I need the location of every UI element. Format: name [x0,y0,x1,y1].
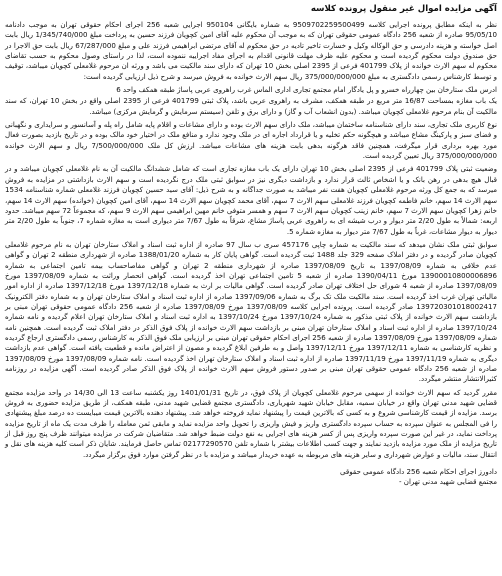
notice-paragraph-usage: نوع کاربری ملک تجاری، سند دارای شناسنامه ساختمان میباشد، ملک دارای سهم الارث بوده و دارای مشاعات و اقلام پایه شامل راه پله و آسانسور و سرایداری و نگهبانی و فضای سبز و پارکینگ مشاع میباشد و هیچگونه حکم تخلیه و یا قرارداد اجاره ای در ملک وجود ندارد و منافع ملک در اختیار خود مالک بوده و در تاریخ بازدید بصورت فعال مورد بهره برداری قرار میگرفت، همچنین فاقد هرگونه بدهی بابت هزینه های مشاعات میباشد. ارزش کل ملک 7/500/000/000 ریال و سهم الارث خوانده 375/000/000/000 ریال تعیین گردیده است. [5,120,497,161]
notice-paragraph-address: ادرس ملک ستارخان بین چهارراه خسرو و پل یادگار امام مجتمع تجاری اداری الماس غرب راهروی عربی پاساژ طبقه همکف واحد 6 [116,85,497,95]
notice-paragraph-property: یک باب مغازه بمساحت 16/87 متر مربع در طبقه همکف، مشرف به راهروی عربی باشد، پلاک ثبتی 401799 فرعی از 2395 اصلی واقع در بخش 10 تهران، که سند مالکیت آن بنام مرحوم غلامعلی کچویان میباشد. (بدون انشعاب آب و گاز) و دارای برق و تلفن (سیستم سرمایش و گرمایش مرکزی) میباشد. [5,96,497,116]
footer-signature: دادورز اجرای احکام شعبه 256 دادگاه عمومی حقوقی [340,467,497,477]
footer-court: مجتمع قضایی شهید مدنی تهران - [399,477,497,487]
notice-paragraph-registry: وضعیت ثبتی پلاک 401799 فرعی از 2395 اصلی بخش 10 تهران دارای یک باب مغازه تجاری است که شامل ششدانگ مالکیت آن به نام غلامعلی کچویان میباشد و در قبال هیچ بدهی در رهن بانک و یا اشخاص ثالث قرار ندارد و بازداشت دیگری نیز در سوابق ثبتی ملک درج نگردیده است و سهم الارث بازداشتی در مزایده به فروش میرسد که به جمع کل ورثه مرحوم غلامعلی کچویان هفت نفر میباشد به صورت جداگانه و به شرح ذیل: آقای سید حسین کچویان فرزند غلامعلی شماره شناسنامه 1534 سهم الارث 14 سهم، خانم فاطمه کچویان فرزند غلامعلی سهم الارث 7 سهم، آقای محمد کچویان سهم الارث 14 سهم، آقای امین کچویان (خوانده) سهم الارث 14 سهم، خانم زهرا کچویان سهم الارث 7 سهم، خانم زینب کچویان سهم الارث 7 سهم و همسر متوفی خانم مهین ابراهیمی سهم الارث 9 سهم، که مجموعاً 72 سهم میباشد. حدود اربعه: شمالاً به طول 2/20 متر دیوار و درب شیشه ای به راهروی عربی پاساژ مشاع، شرقاً به طول 7/67 متر دیواری است به مغازه شماره 7، جنوباً به طول 2/20 متر دیوار به دیوار مشاعات، غرباً به طول 7/67 متر دیوار به مغازه شماره 5. [5,164,498,236]
notice-title: آگهی مزایده اموال غیر منقول پرونده کلاسه [310,4,497,14]
notice-paragraph-auction-terms: مقرر گردید که سهم الارث خوانده از سهمی مرحوم غلامعلی کچویان از پلاک فوق، در تاریخ 1401/01/31 روز یکشنبه ساعت 13 الی 14/30 در واحد مزایده مجتمع قضایی شهید مدنی تهران واقع در خیابان سمیه، مقابل خیابان شهید شهریاری، دادگستری مجتمع قضایی شهید مدنی، طبقه همکف، از طریق مزایده حضوری به فروش برسد. مزایده از قیمت کارشناسی شروع و به کسی که بالاترین قیمت را پیشنهاد نماید فروخته خواهد شد. پیشنهاد دهنده بالاترین قیمت میبایست ده درصد مبلغ پیشنهادی را فی المجلس به عنوان سپرده به حساب سپرده دادگستری واریز و فیش واریزی را تحویل واحد مزایده نماید و مابقی ثمن معامله را ظرف مدت یک ماه از تاریخ مزایده پرداخت نماید، در غیر این صورت سپرده واریزی پس از کسر هزینه های اجرایی به نفع دولت ضبط خواهد شد. متقاضیان شرکت در مزایده میتوانند ظرف پنج روز قبل از تاریخ مزایده از ملک مورد مزایده بازدید نمایند و جهت کسب اطلاعات بیشتر با شماره تلفن 02177290570 تماس حاصل فرمایند. شایان ذکر است کلیه هزینه های نقل و انتقال سند، مالیات و عوارض شهرداری و سایر هزینه های مربوطه به عهده خریدار میباشد و مزایده با در نظر گرفتن موارد فوق برگزار میگردد. [5,387,497,459]
notice-paragraph-case: نظر به اینکه مطابق پرونده اجرایی کلاسه 9509702259500499 به شماره بایگانی 950104 اجرایی شعبه 256 اجرای احکام حقوقی تهران به موجب دادنامه 95/05/10 صادره از شعبه 256 دادگاه عمومی حقوقی تهران که به موجب آن محکوم علیه آقای امین کچویان فرزند حسین به پرداخت مبلغ 1/345/740/000 ریال بابت اصل خواسته و هزینه دادرسی و حق الوکاله وکیل و خسارت تاخیر تادیه در حق محکوم له آقای مرتضی ابراهیمی فرزند علی و مبلغ 67/287/000 ریال بابت حق الاجرا در حق صندوق دولت محکوم گردیده است و محکوم علیه ظرف مهلت قانونی اقدام به اجرای مفاد اجراییه ننموده است، لذا در راستای وصول محکوم به حسب تقاضای محکوم له سهم الارث خوانده از پلاک 401799 فرعی از 2395 اصلی بخش 10 تهران که دارای سند مالکیت می باشد و ورثه ان مرحوم غلامعلی کچویان میباشد، توقیف و توسط کارشناس رسمی دادگستری به مبلغ 375/000/000/000 ریال سهم الارث خوانده به فروش میرسد و شرح ذیل ارزیابی گردیده است: [5,20,497,81]
notice-paragraph-records: سوابق ثبتی ملک نشان میدهد که سند مالکیت به شماره چاپی 457176 سری ب سال 97 صادره از اداره ثبت اسناد و املاک ستارخان تهران به نام مرحوم غلامعلی کچویان صادر گردیده و در دفتر املاک صفحه 329 جلد 1488 ثبت گردیده است. گواهی پایان کار به شماره 1388/01/20 صادره از شهرداری منطقه 2 تهران و گواهی عدم خلافی به شماره 1397/08/09 به تاریخ 1397/08/09 صادره از شهرداری منطقه 2 تهران و گواهی مفاصاحساب بیمه تامین اجتماعی به شماره 13900010800006896 مورخ 1390/04/11 صادره از شعبه 5 تامین اجتماعی تهران اخذ گردیده است. گواهی انحصار وراثت به شماره 1397/08/09 مورخ 1397/08/09 صادره از شعبه 4 شورای حل اختلاف تهران صادر گردیده است. گواهی مالیات بر ارث به شماره 1397/12/18 مورخ 1397/12/18 صادره از اداره امور مالیاتی تهران غرب اخذ گردیده است. سند مالکیت ملک تک برگ به شماره 1397/09/06 صادره از اداره ثبت اسناد و املاک ستارخان تهران و به شماره دفتر الکترونیک 139720301018002417 صادر گردیده است. پرونده اجرایی کلاسه 1397/08/09 مورخ 1397/08/09 صادره از شعبه 256 دادگاه عمومی حقوقی تهران مبنی بر بازداشت سهم الارث خوانده از پلاک ثبتی مذکور به شماره 1397/10/24 مورخ 1397/10/24 به اداره ثبت اسناد و املاک ستارخان تهران اعلام گردیده و نامه شماره 1397/10/24 صادره از اداره ثبت اسناد و املاک ستارخان تهران مبنی بر بازداشت سهم الارث خوانده از پلاک فوق الذکر در دفتر املاک ثبت گردیده است. همچنین نامه شماره 1397/08/09 مورخ 1397/08/09 صادره از شعبه 256 اجرای احکام حقوقی تهران مبنی بر ارزیابی ملک فوق الذکر به کارشناس رسمی دادگستری ارجاع گردیده و نظریه کارشناسی به شماره 1397/12/11 مورخ 1397/12/11 واصل و به طرفین ابلاغ گردیده و مصون از اعتراض مانده و قطعیت یافته است. گواهی عدم بازداشت دیگری به شماره 1397/11/19 مورخ 1397/11/19 صادره از اداره ثبت اسناد و املاک ستارخان تهران اخذ گردیده است. نامه شماره 1397/08/09 مورخ 1397/08/09 صادره از شعبه 256 دادگاه عمومی حقوقی تهران مبنی بر صدور دستور فروش سهم الارث خوانده از پلاک فوق الذکر صادر گردیده است. آگهی مزایده در روزنامه کثیرالانتشار منتشر میگردد. [5,239,498,384]
